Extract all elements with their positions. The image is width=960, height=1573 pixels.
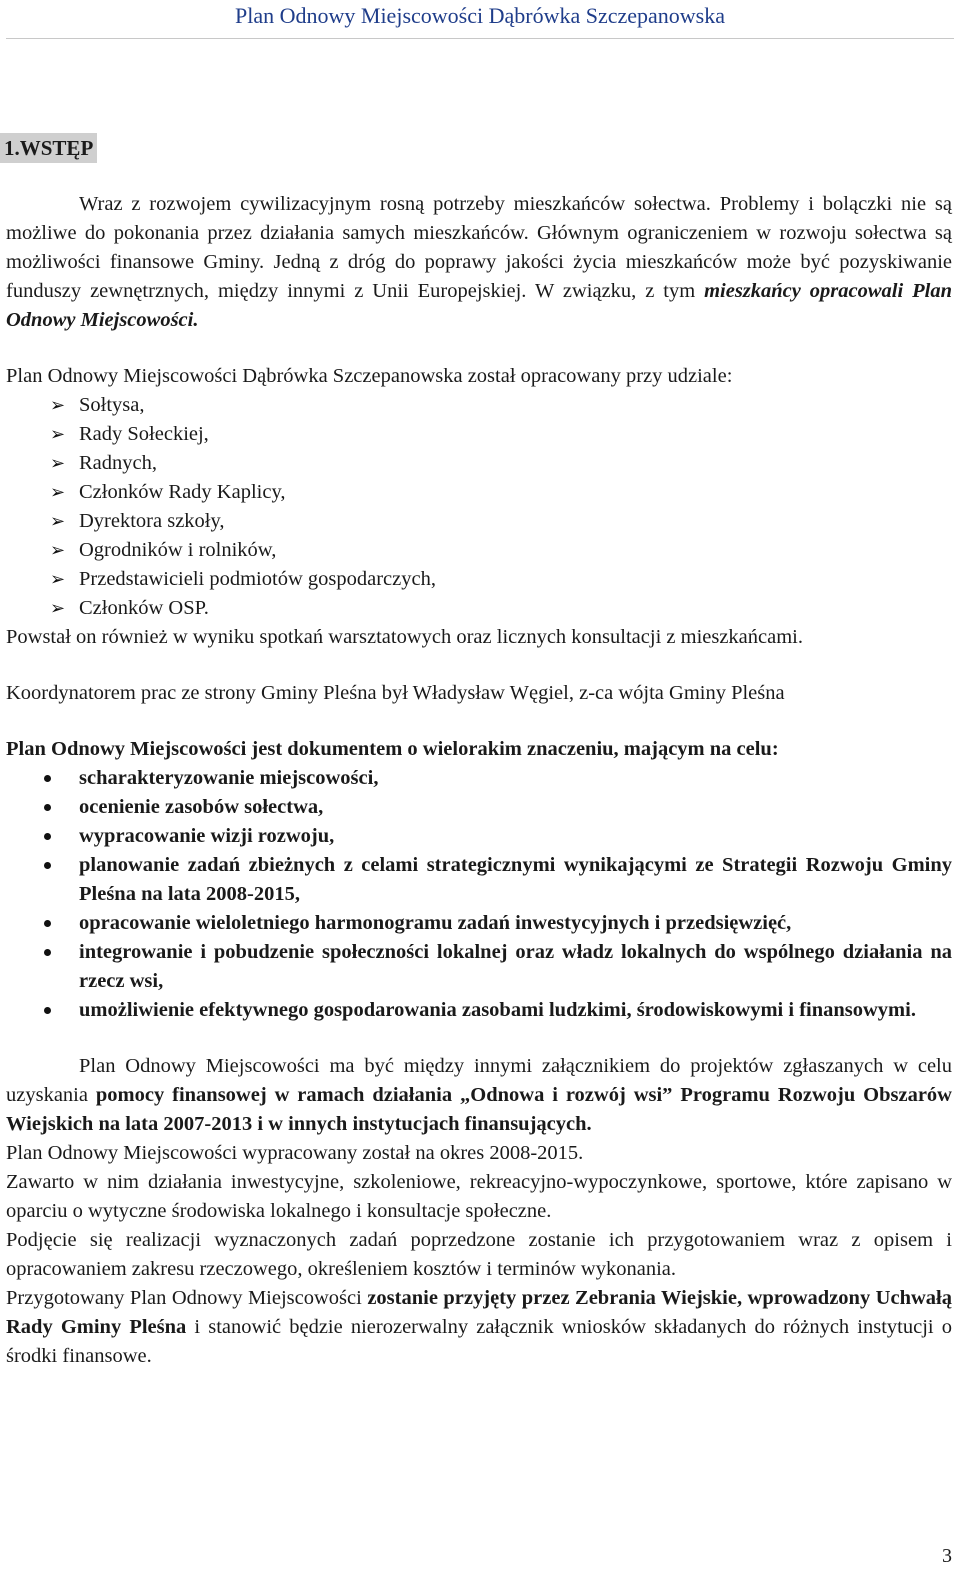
goals-lead: Plan Odnowy Miejscowości jest dokumentem o wielorakim znaczeniu, mającym na celu: — [6, 738, 779, 760]
bullet-dot-icon — [44, 920, 51, 927]
list-item: ➢ Członków Rady Kaplicy, — [6, 478, 952, 507]
intro-paragraph — [6, 190, 952, 335]
arrow-bullet-icon: ➢ — [50, 569, 66, 589]
list-item: ➢ Sołtysa, — [6, 391, 952, 420]
intro-text: Wraz z rozwojem cywilizacyjnym rosną potrzeby mieszkańców sołectwa. Problemy i bolączki nie są możliwe do pokonania przez działania samych mieszkańców. Głównym ograniczeniem w rozwoju sołectwa są możliwości finansowe Gminy. Jedną z dróg do poprawy jakości życia mieszkańców może być pozyskiwanie funduszy zewnętrznych, między innymi z Unii Europejskiej. W związku, z tym — [6, 193, 952, 302]
bullet-dot-icon — [44, 949, 51, 956]
participants-list — [6, 391, 952, 623]
intro-emphasis: mieszkańcy opracowali Plan Odnowy Miejscowości. — [6, 280, 952, 331]
participants-lead: Plan Odnowy Miejscowości Dąbrówka Szczepanowska został opracowany przy udziale: — [6, 365, 733, 387]
closing-paragraph-2: Plan Odnowy Miejscowości wypracowany został na okres 2008-2015. — [6, 1142, 584, 1164]
bullet-dot-icon — [44, 833, 51, 840]
goals-list — [6, 764, 952, 1025]
header-divider — [6, 38, 954, 39]
list-item: ➢ Członków OSP. — [6, 594, 952, 623]
list-item: integrowanie i pobudzenie społeczności lokalnej oraz władz lokalnych do wspólnego działania na rzecz wsi, — [6, 938, 952, 996]
list-item: wypracowanie wizji rozwoju, — [6, 822, 952, 851]
list-item: ocenienie zasobów sołectwa, — [6, 793, 952, 822]
arrow-bullet-icon: ➢ — [50, 482, 66, 502]
list-item: ➢ Radnych, — [6, 449, 952, 478]
page-number: 3 — [942, 1545, 952, 1567]
list-item: ➢ Przedstawicieli podmiotów gospodarczych, — [6, 565, 952, 594]
arrow-bullet-icon: ➢ — [50, 453, 66, 473]
arrow-bullet-icon: ➢ — [50, 395, 66, 415]
list-item: ➢ Rady Sołeckiej, — [6, 420, 952, 449]
closing-paragraph-5: Przygotowany Plan Odnowy Miejscowości zostanie przyjęty przez Zebrania Wiejskie, wprowadzony Uchwałą Rady Gminy Pleśna i stanowić będzie nierozerwalny załącznik wniosków składanych do różnych instytucji o środki finansowe. — [6, 1287, 952, 1367]
list-item: ➢ Ogrodników i rolników, — [6, 536, 952, 565]
list-item: ➢ Dyrektora szkoły, — [6, 507, 952, 536]
list-item: scharakteryzowanie miejscowości, — [6, 764, 952, 793]
list-item: umożliwienie efektywnego gospodarowania zasobami ludzkimi, środowiskowymi i finansowymi. — [6, 996, 952, 1025]
participants-tail: Powstał on również w wyniku spotkań warsztatowych oraz licznych konsultacji z mieszkańcami. — [6, 626, 803, 648]
list-item: opracowanie wieloletniego harmonogramu zadań inwestycyjnych i przedsięwzięć, — [6, 909, 952, 938]
page-header: Plan Odnowy Miejscowości Dąbrówka Szczepanowska — [235, 3, 725, 28]
closing-paragraph-1: Plan Odnowy Miejscowości ma być między innymi załącznikiem do projektów zgłaszanych w celu uzyskania pomocy finansowej w ramach działania „Odnowa i rozwój wsi” Programu Rozwoju Obszarów Wiejskich na lata 2007-2013 i w innych instytucjach finansujących. — [6, 1055, 952, 1135]
closing-paragraph-3: Zawarto w nim działania inwestycyjne, szkoleniowe, rekreacyjno-wypoczynkowe, sportowe, które zapisano w oparciu o wytyczne środowiska lokalnego i konsultacje społeczne. — [6, 1171, 952, 1222]
arrow-bullet-icon: ➢ — [50, 540, 66, 560]
bullet-dot-icon — [44, 775, 51, 782]
section-title: 1.WSTĘP — [0, 133, 97, 163]
arrow-bullet-icon: ➢ — [50, 598, 66, 618]
arrow-bullet-icon: ➢ — [50, 424, 66, 444]
document-body — [6, 190, 952, 1371]
coordinator-paragraph: Koordynatorem prac ze strony Gminy Pleśna był Władysław Węgiel, z-ca wójta Gminy Pleśna — [6, 682, 785, 704]
list-item: planowanie zadań zbieżnych z celami strategicznymi wynikającymi ze Strategii Rozwoju Gminy Pleśna na lata 2008-2015, — [6, 851, 952, 909]
arrow-bullet-icon: ➢ — [50, 511, 66, 531]
bullet-dot-icon — [44, 862, 51, 869]
bullet-dot-icon — [44, 1007, 51, 1014]
closing-paragraph-4: Podjęcie się realizacji wyznaczonych zadań poprzedzone zostanie ich przygotowaniem wraz z opisem i opracowaniem zakresu rzeczowego, określeniem kosztów i terminów wykonania. — [6, 1229, 952, 1280]
bullet-dot-icon — [44, 804, 51, 811]
